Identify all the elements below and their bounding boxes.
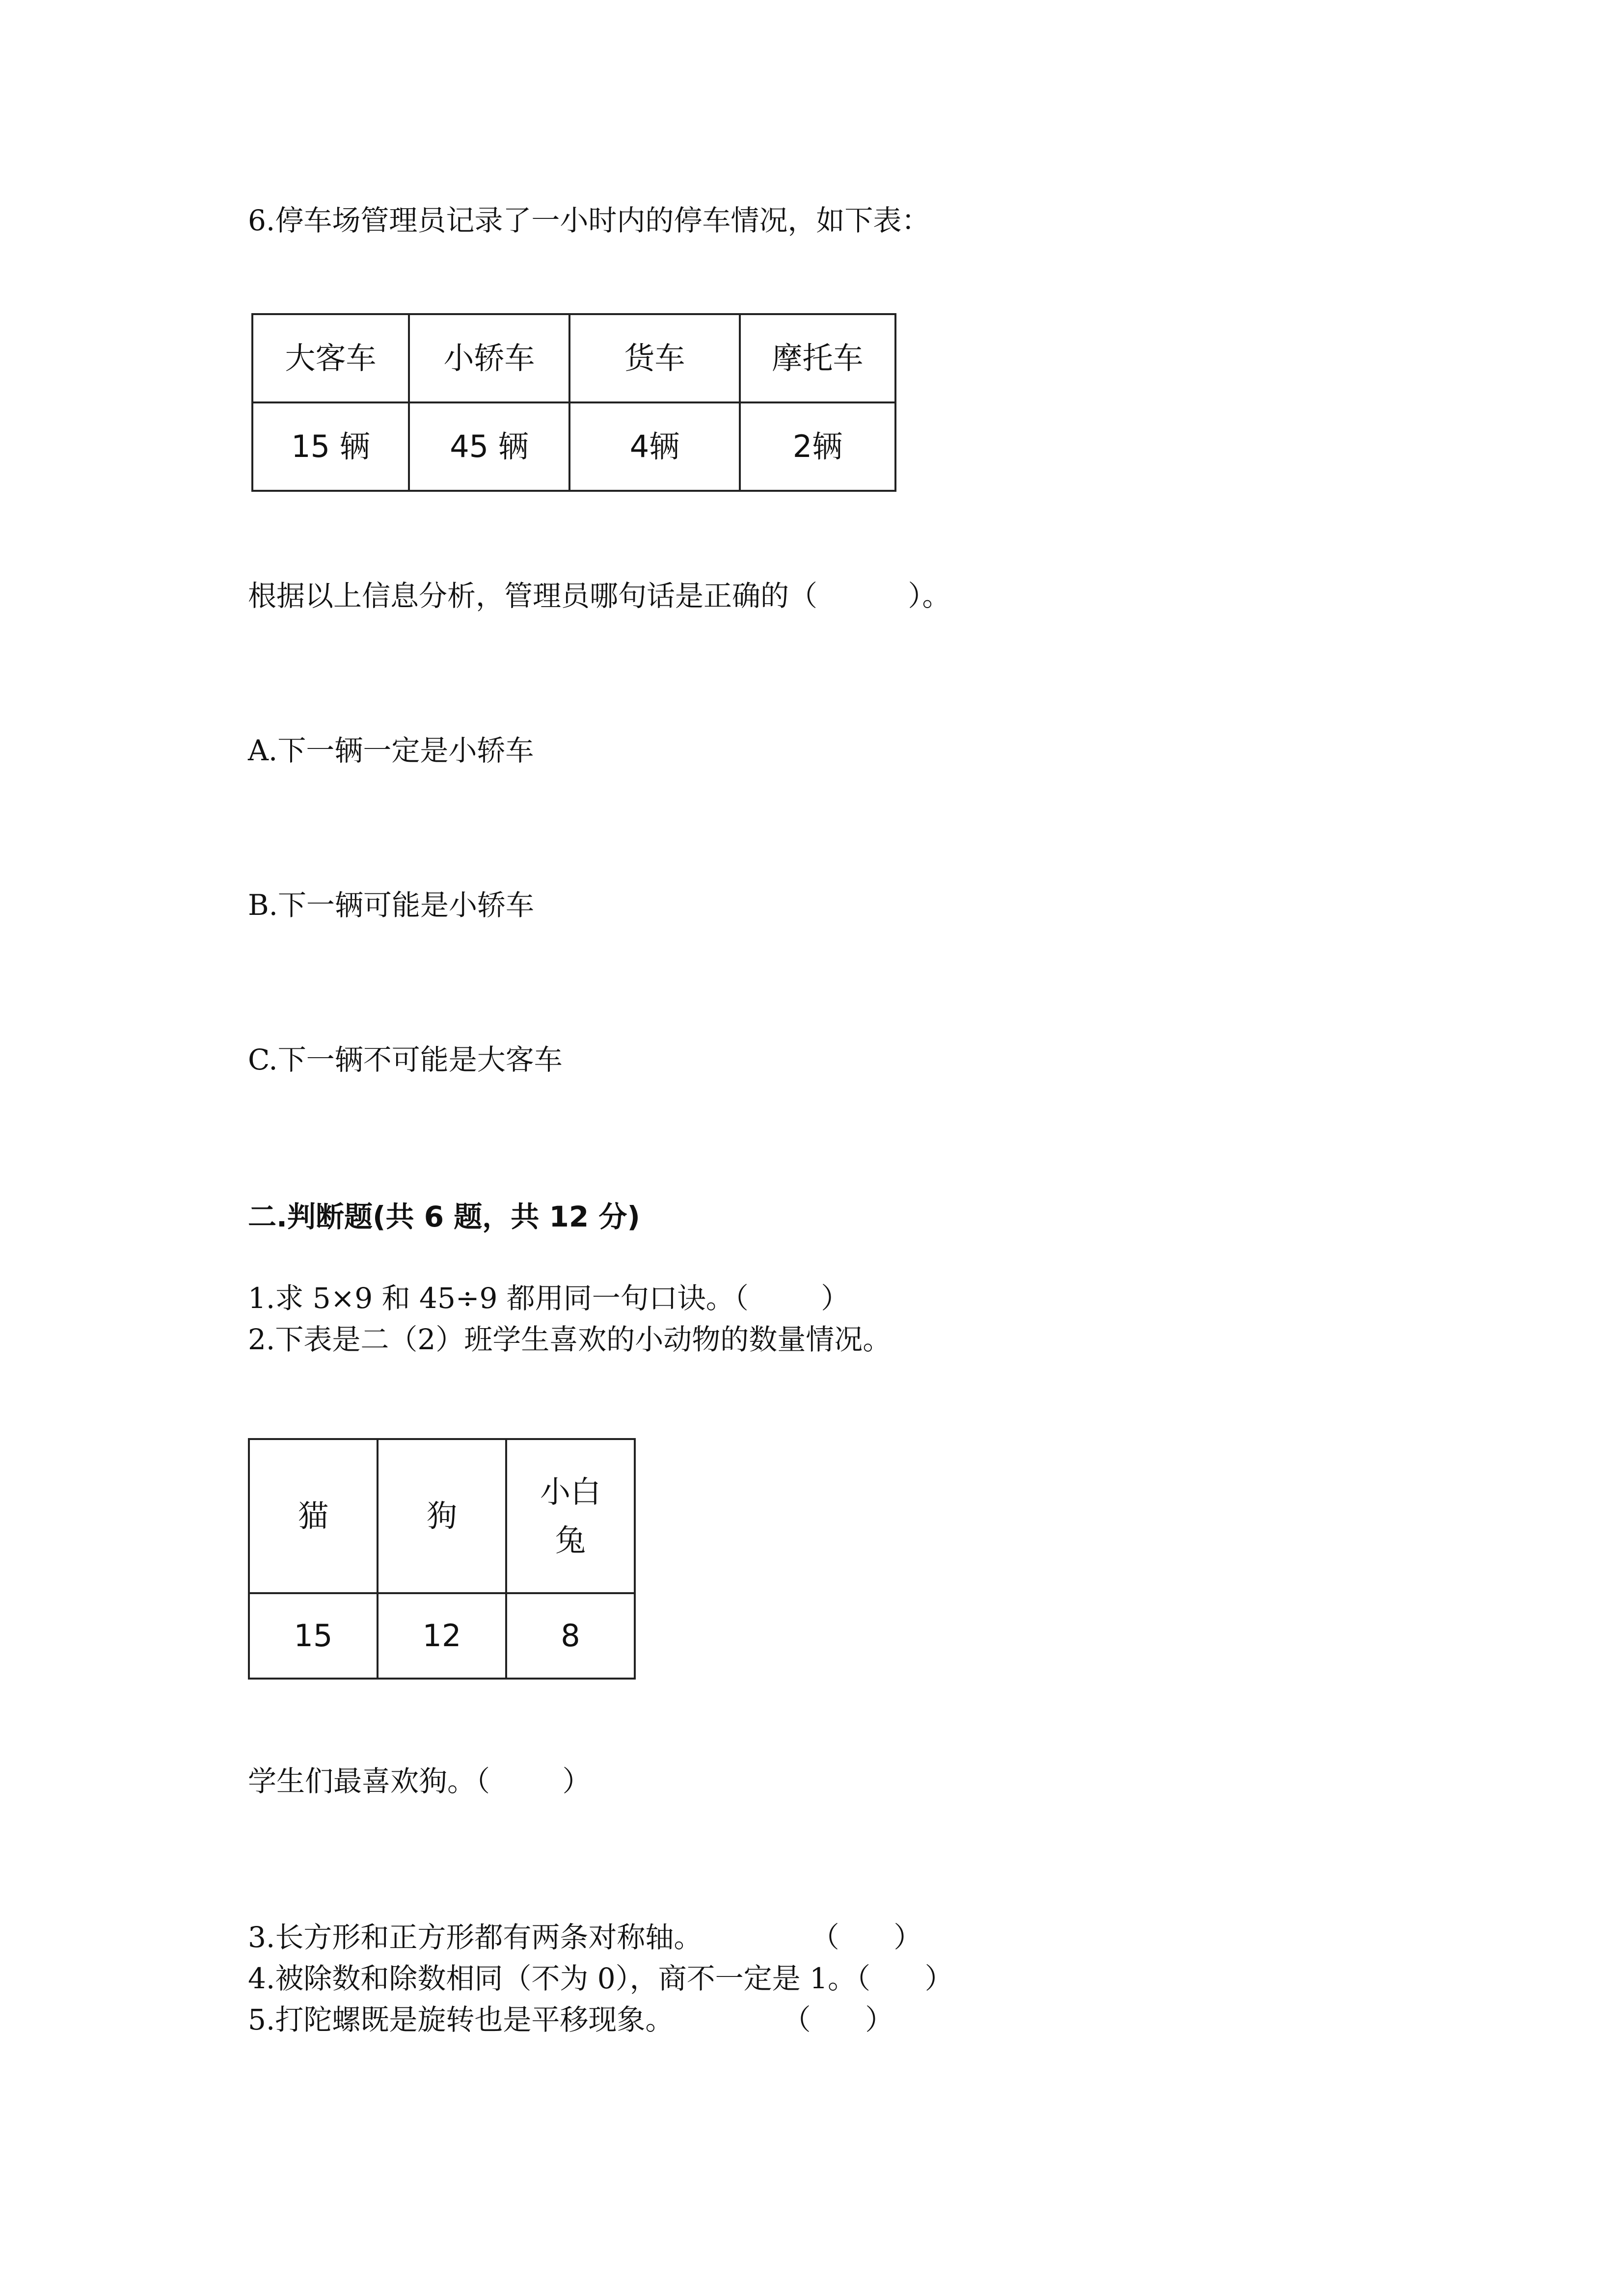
judgement-q3: 3.长方形和正方形都有两条对称轴。 （ ）: [248, 1921, 922, 1954]
table-row: [249, 1593, 635, 1679]
judgement-q2: 2.下表是二（2）班学生喜欢的小动物的数量情况。: [248, 1323, 892, 1356]
judgement-q4: 4.被除数和除数相同（不为 0），商不一定是 1。（ ）: [248, 1962, 953, 1995]
pet-table: [248, 1438, 636, 1680]
table-header-cell: 猫: [249, 1439, 378, 1593]
table-cell: 15: [249, 1593, 378, 1679]
table-header-cell: 摩托车: [740, 314, 895, 402]
table-cell: 2辆: [740, 402, 895, 491]
table-row: [252, 314, 895, 402]
table-header-cell: [506, 1439, 635, 1593]
table-cell: 45 辆: [409, 402, 569, 491]
table-header-cell: 狗: [378, 1439, 506, 1593]
section-2-title: 二.判断题(共 6 题，共 12 分): [248, 1200, 640, 1233]
judgement-q5: 5.打陀螺既是旋转也是平移现象。 （ ）: [248, 2003, 894, 2036]
table-cell: 15 辆: [252, 402, 409, 491]
parking-table: [251, 313, 896, 492]
table-row: [252, 402, 895, 491]
table-cell: 4辆: [569, 402, 740, 491]
question-6-question: 根据以上信息分析，管理员哪句话是正确的（ ）。: [248, 579, 951, 613]
table-header-cell: 小轿车: [409, 314, 569, 402]
option-a: A.下一辆一定是小轿车: [248, 734, 534, 767]
table-row: [249, 1439, 635, 1593]
table-header-cell: 货车: [569, 314, 740, 402]
table-header-cell: 大客车: [252, 314, 409, 402]
option-b: B.下一辆可能是小轿车: [248, 888, 535, 922]
table-cell: 8: [506, 1593, 635, 1679]
table-cell: 12: [378, 1593, 506, 1679]
judgement-q1: 1.求 5×9 和 45÷9 都用同一句口诀。（ ）: [248, 1281, 850, 1315]
table-header-text: 小白兔: [540, 1473, 601, 1558]
option-c: C.下一辆不可能是大客车: [248, 1043, 563, 1076]
question-6-prompt: 6.停车场管理员记录了一小时内的停车情况，如下表：: [248, 204, 930, 237]
judgement-q2-statement: 学生们最喜欢狗。（ ）: [248, 1764, 591, 1798]
